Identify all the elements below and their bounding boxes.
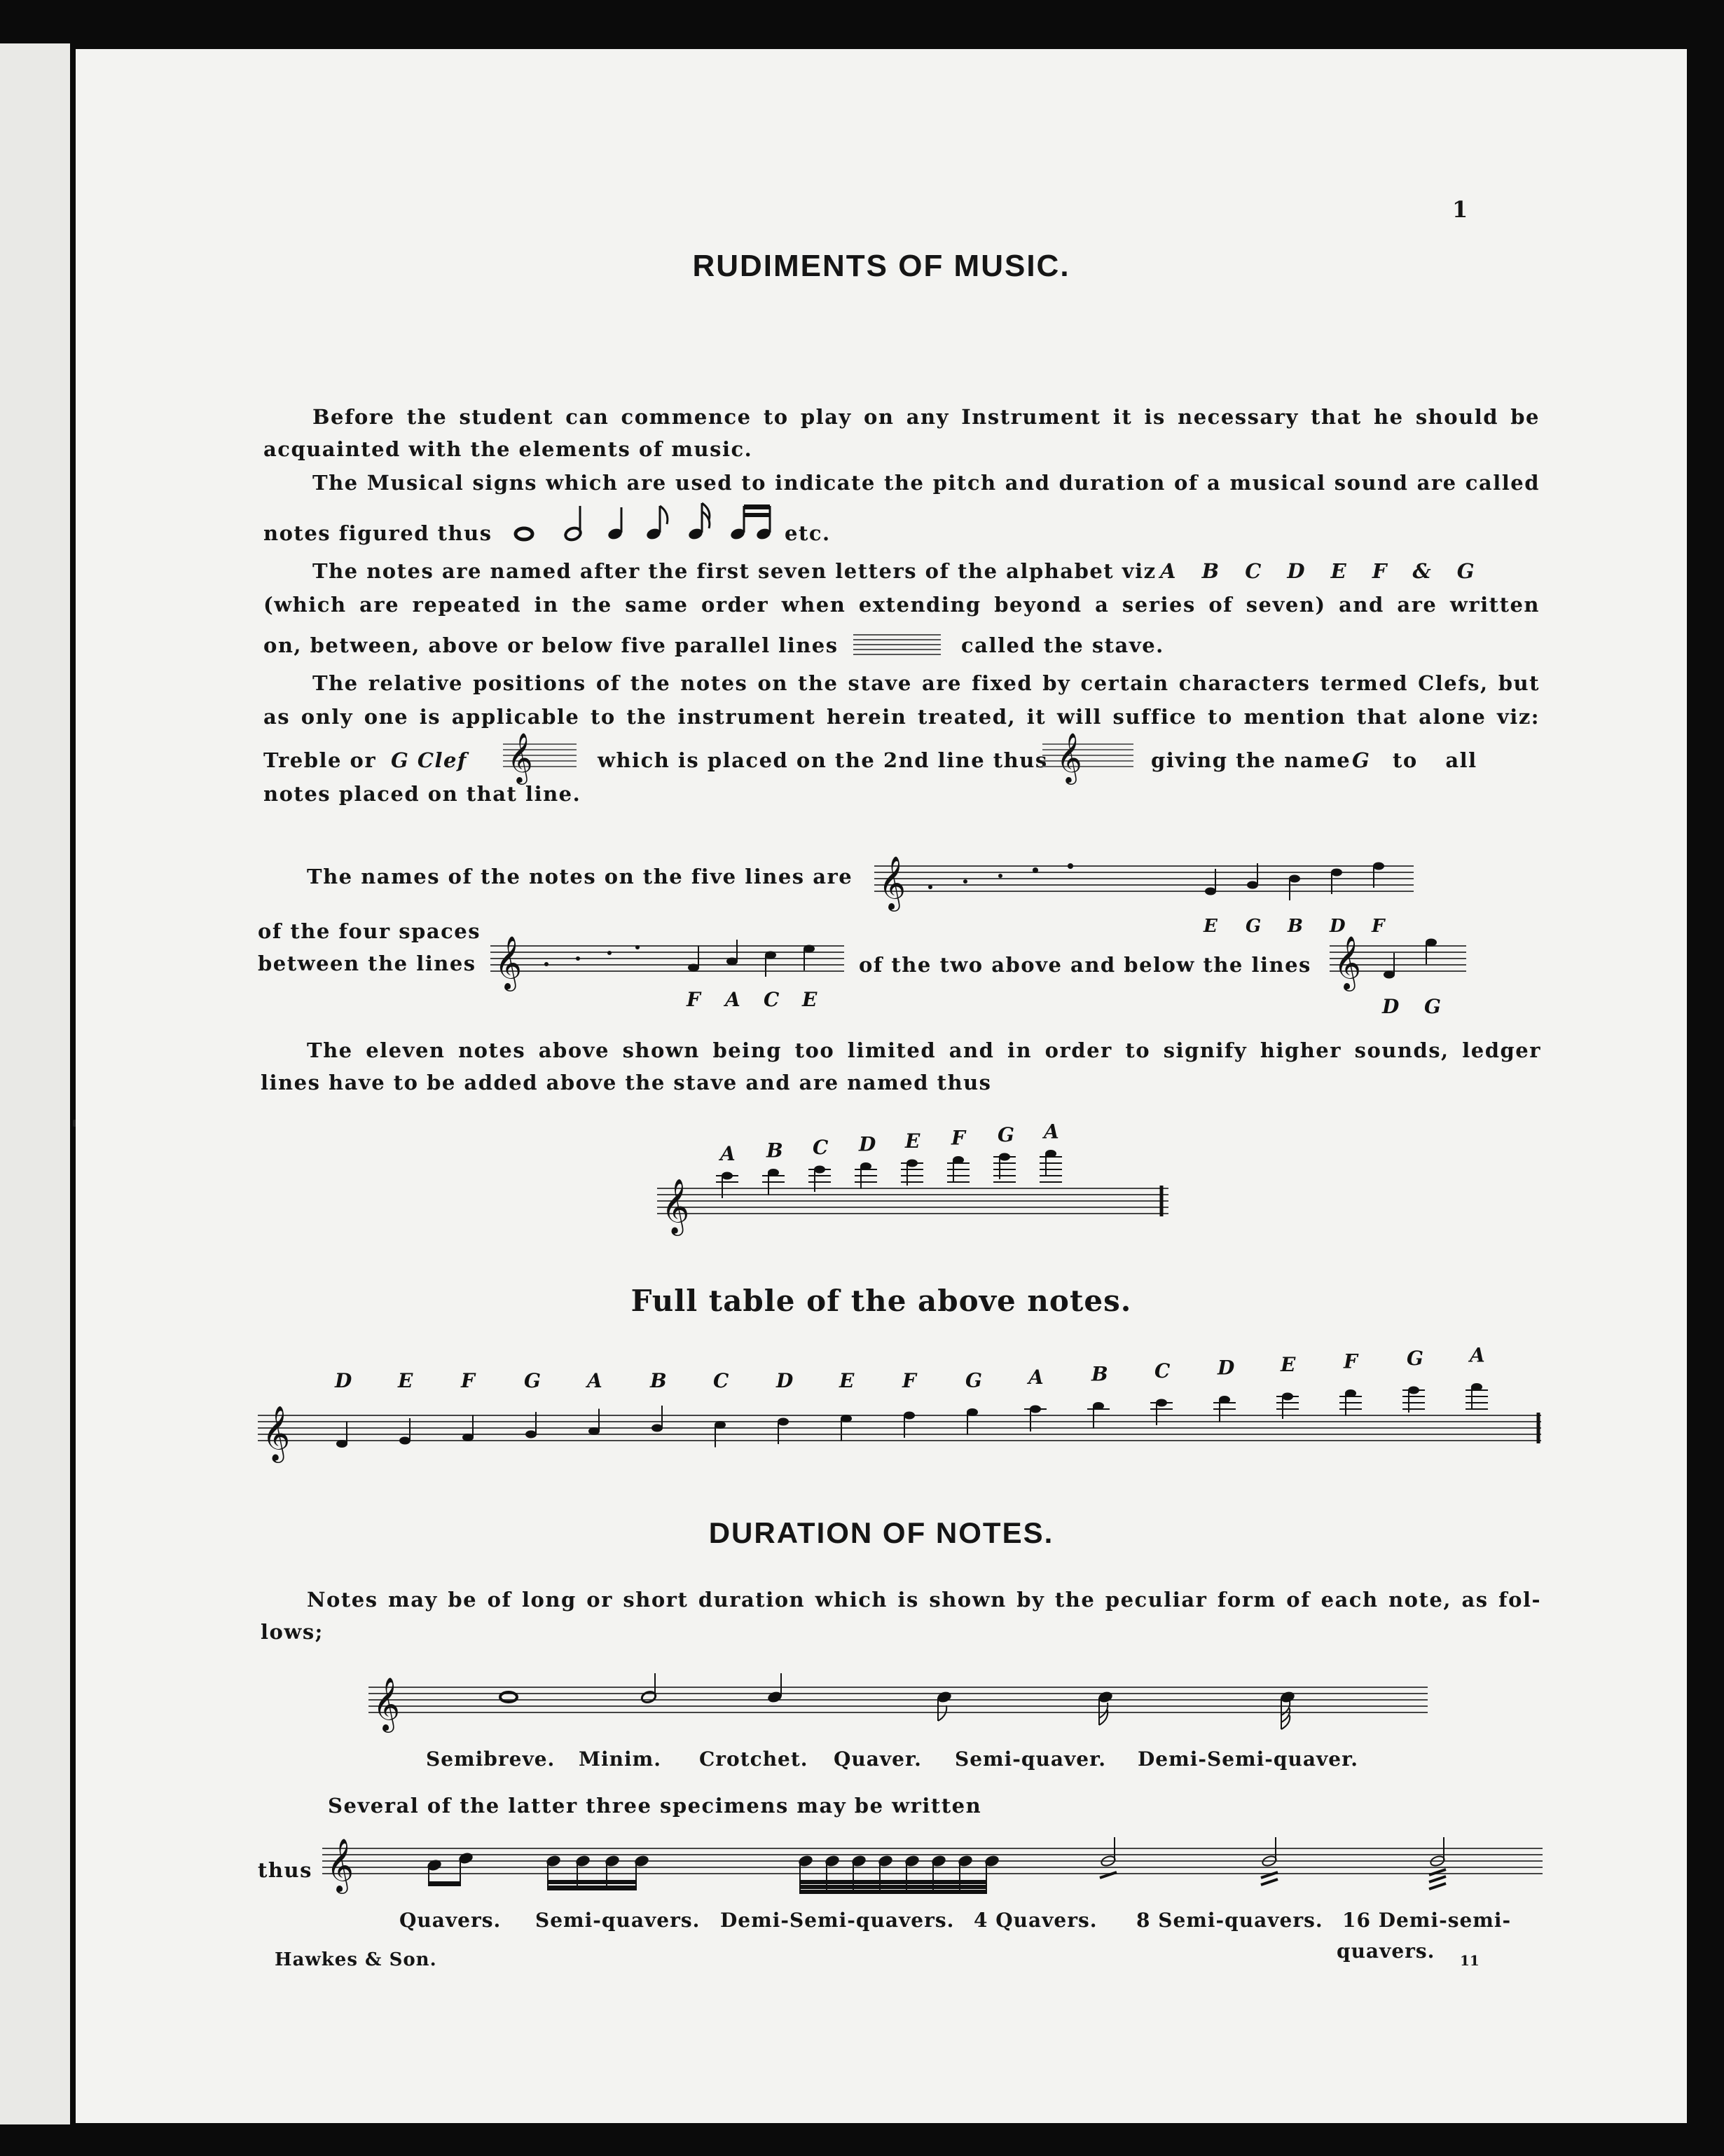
ledger-note <box>999 1153 1010 1161</box>
table-letter: D <box>1218 1356 1235 1380</box>
table-note <box>904 1412 915 1420</box>
intro-p4-line3-b: G Clef <box>391 748 467 772</box>
table-note <box>841 1415 852 1422</box>
intro-p4-line4: notes placed on that line. <box>263 782 581 806</box>
table-note <box>525 1431 537 1439</box>
intro-p2-line2-start: notes figured thus <box>263 521 492 545</box>
group-label-quavers: Quavers. <box>399 1909 502 1932</box>
table-letter: E <box>398 1369 413 1392</box>
alphabet-letters: A B C D E F & G <box>1160 559 1476 583</box>
several-text: Several of the latter three specimens may be written <box>328 1794 982 1818</box>
intro-p4-line3-f: to all <box>1393 748 1477 772</box>
table-letter: A <box>1028 1366 1044 1389</box>
table-letter: A <box>587 1369 602 1392</box>
ledger-text-1: The eleven notes above shown being too limited and in order to signify higher sounds, ledger <box>307 1038 1541 1062</box>
svg-text:𝄞: 𝄞 <box>1334 935 1362 989</box>
space-letter: A <box>725 988 740 1011</box>
table-letter: D <box>776 1369 794 1392</box>
ledger-note <box>1045 1150 1056 1158</box>
spaces-text-1: of the four spaces <box>258 919 481 943</box>
intro-p4-line3-c: which is placed on the 2nd line thus <box>598 748 1048 772</box>
ledger-letter: D <box>859 1132 876 1156</box>
table-note <box>1219 1396 1230 1403</box>
ledger-letter: C <box>813 1136 829 1159</box>
intro-p2-line1: The Musical signs which are used to indicate the pitch and duration of a musical sound are called <box>312 471 1540 495</box>
sheet <box>76 49 1687 2123</box>
intro-p3-line1: The notes are named after the first seven letters of the alphabet viz <box>312 559 1157 583</box>
beam <box>800 1890 986 1893</box>
treble-clef-second-line <box>1042 729 1137 785</box>
svg-text:𝄞: 𝄞 <box>326 1838 354 1892</box>
label-semiquaver: Semi-quaver. <box>955 1748 1107 1771</box>
page-number: 1 <box>1452 196 1468 223</box>
line-letter: E <box>1204 916 1218 937</box>
left-page-edge <box>0 43 70 2124</box>
label-demisemiquaver: Demi-Semi-quaver. <box>1138 1748 1358 1771</box>
group-label-16-demisemi-cont: quavers. <box>1337 1939 1435 1963</box>
ledger-letter: B <box>766 1139 783 1162</box>
table-note <box>1093 1402 1104 1410</box>
group-label-4-quavers: 4 Quavers. <box>974 1909 1098 1932</box>
svg-text:𝄞: 𝄞 <box>1056 732 1082 783</box>
ledger-note <box>722 1172 733 1180</box>
line-letter: B <box>1288 916 1303 937</box>
intro-p4-line3-a: Treble or <box>263 748 377 772</box>
ledger-note <box>860 1162 871 1170</box>
table-letter: D <box>335 1369 352 1392</box>
table-letter: F <box>461 1369 475 1392</box>
table-letter: G <box>524 1369 541 1392</box>
table-note <box>1471 1383 1482 1391</box>
intro-p3-line3-start: on, between, above or below five parallel lines <box>263 633 839 657</box>
intro-p4-line3-e: G <box>1352 748 1371 772</box>
ledger-letter: G <box>998 1123 1014 1146</box>
group-label-semiquavers: Semi-quavers. <box>535 1909 701 1932</box>
publisher-footer: Hawkes & Son. <box>275 1949 437 1970</box>
line-letter: F <box>1372 916 1385 937</box>
svg-text:𝄞: 𝄞 <box>878 856 906 909</box>
beam <box>800 1881 986 1883</box>
above-below-letter: D <box>1382 995 1400 1018</box>
above-below-stave <box>1330 928 1470 1026</box>
table-letter: G <box>1407 1347 1423 1370</box>
table-note <box>715 1421 726 1429</box>
full-table-stave <box>258 1331 1547 1471</box>
table-note <box>1408 1387 1419 1394</box>
ledger-letter: E <box>905 1130 920 1153</box>
group-label-8-semiquavers: 8 Semi-quavers. <box>1136 1909 1323 1932</box>
ledger-text-2: lines have to be added above the stave and are named thus <box>261 1071 992 1094</box>
duration-text-2: lows; <box>261 1620 324 1644</box>
space-letter: F <box>687 988 701 1011</box>
line-letter: G <box>1246 916 1262 937</box>
table-note <box>336 1440 347 1448</box>
svg-text:𝄞: 𝄞 <box>507 732 533 783</box>
ledger-stave <box>657 1100 1175 1247</box>
above-below-text: of the two above and below the lines <box>859 953 1311 977</box>
table-note <box>1156 1399 1167 1407</box>
ledger-note <box>906 1160 918 1167</box>
ledger-note <box>768 1169 779 1176</box>
intro-p4-line2: as only one is applicable to the instrument herein treated, it will suffice to mention that alone viz: <box>263 705 1540 729</box>
group-label-demisemiquavers: Demi-Semi-quavers. <box>720 1909 955 1932</box>
line-letter: D <box>1330 916 1346 937</box>
table-letter: B <box>650 1369 667 1392</box>
intro-p2-line2-end: etc. <box>785 521 831 545</box>
space-letter: C <box>764 988 780 1011</box>
table-note <box>1345 1389 1356 1397</box>
table-letter: F <box>902 1369 916 1392</box>
spaces-text-2: between the lines <box>258 952 476 975</box>
table-note <box>778 1418 789 1426</box>
table-note <box>399 1437 411 1445</box>
duration-heading: DURATION OF NOTES. <box>708 1516 1054 1549</box>
full-table-heading: Full table of the above notes. <box>630 1284 1132 1318</box>
intro-p4-line1: The relative positions of the notes on the stave are fixed by certain characters termed Clefs, but <box>312 671 1540 695</box>
label-crotchet: Crotchet. <box>699 1748 808 1771</box>
table-letter: B <box>1091 1362 1108 1386</box>
stave-sample <box>853 631 944 659</box>
treble-clef-sample <box>503 729 580 785</box>
table-note <box>588 1427 600 1435</box>
table-letter: A <box>1470 1343 1485 1367</box>
label-quaver: Quaver. <box>834 1748 922 1771</box>
lines-notes <box>1205 863 1384 901</box>
intro-p4-line3-d: giving the name <box>1151 748 1351 772</box>
thus-label: thus <box>258 1858 312 1882</box>
table-letter: C <box>713 1369 729 1392</box>
table-note <box>651 1424 663 1432</box>
ledger-note <box>953 1156 964 1164</box>
group-label-16-demisemi: 16 Demi-semi- <box>1342 1909 1512 1932</box>
lines-text: The names of the notes on the five lines are <box>307 865 853 888</box>
table-note <box>1282 1393 1293 1401</box>
beam <box>800 1886 986 1888</box>
ledger-letter: A <box>720 1142 736 1165</box>
table-note <box>462 1434 474 1441</box>
table-note <box>967 1408 978 1416</box>
svg-text:𝄞: 𝄞 <box>661 1179 690 1234</box>
spaces-stave <box>490 928 848 1019</box>
above-below-letter: G <box>1424 995 1441 1018</box>
table-letter: E <box>839 1369 855 1392</box>
page-title: RUDIMENTS OF MUSIC. <box>692 249 1070 283</box>
table-letter: G <box>965 1368 982 1392</box>
svg-text:𝄞: 𝄞 <box>262 1406 291 1461</box>
table-letter: E <box>1281 1353 1296 1376</box>
label-minim: Minim. <box>579 1748 661 1771</box>
svg-text:𝄞: 𝄞 <box>495 935 523 989</box>
duration-text-1: Notes may be of long or short duration which is shown by the peculiar form of each note, as fol- <box>307 1588 1541 1612</box>
table-letter: C <box>1154 1359 1171 1382</box>
intro-p1-line2: acquainted with the elements of music. <box>263 437 753 461</box>
intro-p3-line3-end: called the stave. <box>961 633 1164 657</box>
plate-number: 11 <box>1460 1952 1480 1969</box>
table-letter: F <box>1344 1350 1358 1373</box>
ledger-letter: A <box>1044 1120 1059 1144</box>
label-semibreve: Semibreve. <box>426 1748 556 1771</box>
svg-text:𝄞: 𝄞 <box>373 1677 401 1731</box>
ledger-letter: F <box>951 1126 965 1150</box>
space-letter: E <box>802 988 818 1011</box>
table-note <box>1030 1406 1041 1413</box>
ledger-note <box>814 1166 825 1174</box>
intro-p3-line2: (which are repeated in the same order when extending beyond a series of seven) and are written <box>263 593 1540 617</box>
intro-p1-line1: Before the student can commence to play on any Instrument it is necessary that he should be <box>312 405 1540 429</box>
